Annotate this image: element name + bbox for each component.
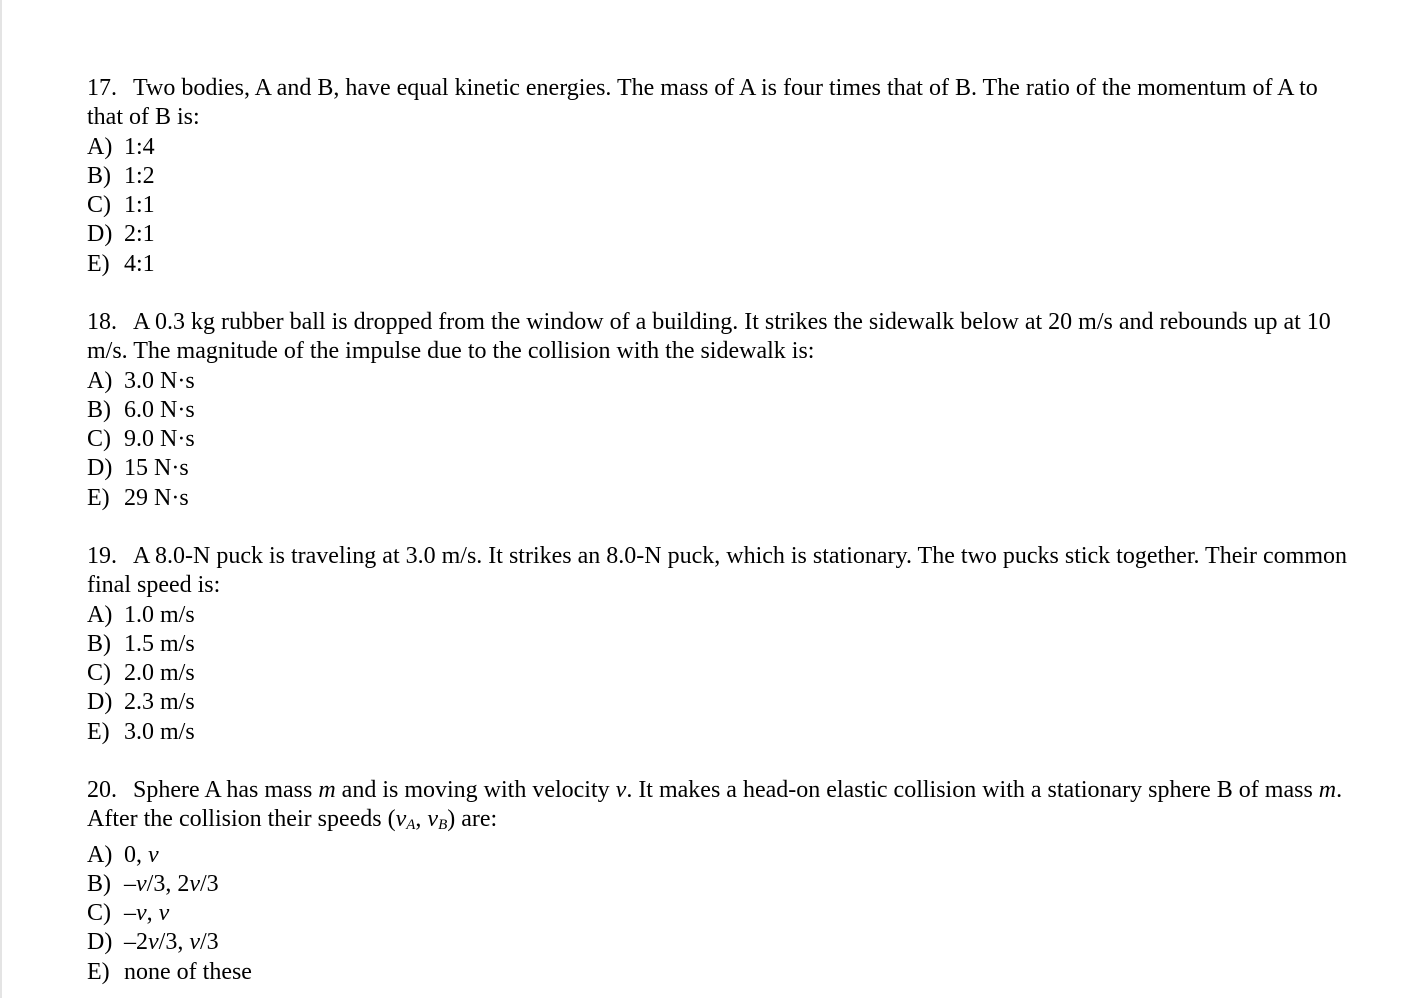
answer-choice-e: E) 3.0 m/s [87,718,195,745]
answer-choice-d: D) 2.3 m/s [87,689,195,716]
question-number: 19. [87,543,117,569]
answer-choice-e: E) 4:1 [87,250,155,277]
variable-v-a: v [395,806,407,833]
question-number: 18. [87,309,117,335]
subscript-a: A [406,817,416,834]
answer-choice-c: C) 1:1 [87,192,155,219]
variable-v-b: v [427,806,439,833]
question-17 [87,74,1347,279]
answer-choice-d: D) –2v/3, v/3 [87,929,219,956]
answer-choice-b: B) –v/3, 2v/3 [87,870,219,897]
answer-choice-b: B) 1:2 [87,162,155,189]
answer-choice-a: A) 0, v [87,841,159,868]
answer-choice-b: B) 1.5 m/s [87,630,195,657]
answer-choice-d: D) 15 N·s [87,455,189,482]
variable-m: m [318,777,336,803]
question-20 [87,776,1347,987]
question-number: 17. [87,75,117,101]
answer-choice-a: A) 1:4 [87,133,155,160]
question-19 [87,542,1347,747]
question-text: A 8.0-N puck is traveling at 3.0 m/s. It strikes an 8.0-N puck, which is stationary. The two pucks stick together. Their common final speed is: [87,543,1348,599]
question-18 [87,308,1347,513]
answer-choice-c: C) 2.0 m/s [87,660,195,687]
variable-v: v [615,777,627,803]
question-stem [87,308,1347,367]
page-left-edge [0,0,2,998]
answer-choice-b: B) 6.0 N·s [87,396,195,423]
variable-m: m [1318,777,1337,803]
subscript-b: B [438,817,448,834]
question-stem [87,542,1347,601]
answer-choice-a: A) 3.0 N·s [87,367,195,394]
answer-choice-c: C) 9.0 N·s [87,426,195,453]
question-number: 20. [87,777,117,803]
question-text: A 0.3 kg rubber ball is dropped from the window of a building. It strikes the sidewalk below at 20 m/s and rebounds up at 10 m/s. The magnitude of the impulse due to the collision with the sidewalk is: [87,309,1331,365]
question-text: Two bodies, A and B, have equal kinetic energies. The mass of A is four times that of B. The ratio of the momentum of A to that of B is: [87,75,1318,131]
answer-choice-e: E) none of these [87,958,252,985]
answer-choice-c: C) –v, v [87,900,170,927]
answer-choice-e: E) 29 N·s [87,484,189,511]
question-stem: 20. Sphere A has mass m and is moving with velocity v. It makes a head-on elastic collision with a stationary sphere B of mass m. After the collision their speeds ($v_A$, $v_B$) are: [87,777,1343,834]
question-stem [87,74,1347,133]
answer-choice-a: A) 1.0 m/s [87,601,195,628]
answer-choice-d: D) 2:1 [87,221,155,248]
